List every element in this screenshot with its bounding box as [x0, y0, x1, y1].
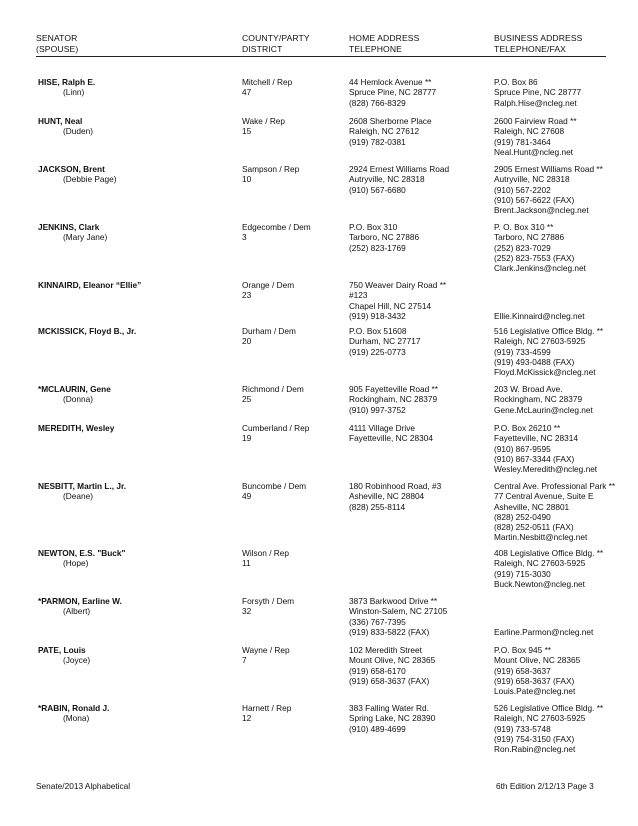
business-address-line: 526 Legislative Office Bldg. **: [494, 703, 604, 713]
business-address-cell: [494, 596, 593, 637]
header-label: BUSINESS ADDRESS: [494, 33, 583, 43]
header-home: [349, 33, 419, 55]
business-address-line: (919) 658-3637: [494, 665, 551, 676]
spouse-name: (Joyce): [63, 655, 91, 666]
home-address-line: (910) 567-6680: [349, 184, 406, 195]
spouse-name: (Albert): [63, 606, 91, 617]
spouse-name: (Duden): [63, 126, 93, 137]
header-county: [242, 33, 310, 55]
business-address-line: 516 Legislative Office Bldg. **: [494, 326, 604, 336]
county-party: Durham / Dem: [242, 326, 296, 336]
header-business: [494, 33, 583, 55]
business-address-line: (919) 715-3030: [494, 568, 551, 579]
business-address-line: Mount Olive, NC 28365: [494, 655, 581, 666]
business-address-cell: [494, 280, 585, 321]
senator-name: *RABIN, Ronald J.: [38, 703, 110, 713]
business-address-line: (919) 754-3150 (FAX): [494, 733, 575, 744]
business-address-line: Gene.McLaurin@ncleg.net: [494, 404, 593, 415]
county-district-cell: [242, 326, 296, 347]
business-address-line: Neal.Hunt@ncleg.net: [494, 146, 573, 157]
business-address-line: Louis.Pate@ncleg.net: [494, 686, 576, 697]
spouse-name: (Mona): [63, 713, 90, 724]
business-address-line: (910) 867-3344 (FAX): [494, 453, 575, 464]
senator-cell: [38, 164, 117, 185]
spouse-name: (Debbie Page): [63, 174, 117, 185]
county-district-cell: [242, 222, 311, 243]
business-address-line: (910) 567-6622 (FAX): [494, 194, 575, 205]
county-district-cell: [242, 280, 294, 301]
business-address-line: Central Ave. Professional Park **: [494, 481, 616, 491]
home-address-cell: [349, 222, 419, 253]
home-address-cell: [349, 596, 447, 637]
senator-cell: [38, 222, 107, 243]
header-label: TELEPHONE: [349, 44, 402, 54]
business-address-line: Floyd.McKissick@ncleg.net: [494, 367, 596, 378]
business-address-line: 408 Legislative Office Bldg. **: [494, 548, 604, 558]
home-address-line: (336) 767-7395: [349, 616, 406, 627]
county-district-cell: [242, 703, 291, 724]
business-address-cell: [494, 703, 603, 754]
home-address-line: P.O. Box 310: [349, 222, 398, 232]
senator-name: PATE, Louis: [38, 645, 86, 655]
home-address-line: 2924 Ernest Williams Road: [349, 164, 450, 174]
business-address-cell: [494, 481, 615, 543]
county-party: Richmond / Dem: [242, 384, 304, 394]
business-address-cell: [494, 384, 593, 415]
business-address-cell: [494, 77, 581, 108]
county-district-cell: [242, 116, 285, 137]
district-number: 10: [242, 174, 252, 185]
district-number: 47: [242, 87, 252, 98]
footer-right: 6th Edition 2/12/13 Page 3: [496, 781, 594, 791]
senator-name: *PARMON, Earline W.: [38, 596, 122, 606]
home-address-line: Mount Olive, NC 28365: [349, 655, 436, 666]
business-address-line: [494, 290, 585, 300]
district-number: 20: [242, 336, 252, 347]
home-address-line: Fayetteville, NC 28304: [349, 433, 433, 444]
home-address-cell: [349, 280, 446, 321]
business-address-line: (919) 493-0488 (FAX): [494, 356, 575, 367]
business-address-line: Raleigh, NC 27608: [494, 126, 565, 137]
county-district-cell: [242, 645, 290, 666]
senator-name: MCKISSICK, Floyd B., Jr.: [38, 326, 137, 336]
district-number: 12: [242, 713, 252, 724]
header-label: SENATOR: [36, 33, 78, 43]
home-address-line: Autryville, NC 28318: [349, 174, 425, 185]
home-address-line: (919) 918-3432: [349, 310, 406, 321]
home-address-cell: [349, 703, 435, 734]
county-district-cell: [242, 423, 309, 444]
business-address-line: 2905 Ernest Williams Road **: [494, 164, 603, 174]
business-address-line: (919) 781-3464: [494, 136, 551, 147]
home-address-line: (919) 833-5822 (FAX): [349, 626, 430, 637]
business-address-line: Ron.Rabin@ncleg.net: [494, 744, 576, 755]
home-address-line: Spruce Pine, NC 28777: [349, 87, 437, 98]
business-address-line: P. O. Box 310 **: [494, 222, 554, 232]
district-number: 7: [242, 655, 247, 666]
home-address-cell: [349, 116, 432, 147]
senator-cell: [38, 548, 125, 569]
county-district-cell: [242, 384, 304, 405]
spouse-name: (Deane): [63, 491, 93, 502]
home-address-cell: [349, 77, 436, 108]
senator-cell: [38, 596, 122, 617]
business-address-line: Fayetteville, NC 28314: [494, 433, 578, 444]
county-party: Forsyth / Dem: [242, 596, 295, 606]
header-label: COUNTY/PARTY: [242, 33, 310, 43]
business-address-line: Raleigh, NC 27603-5925: [494, 336, 586, 347]
county-party: Edgecombe / Dem: [242, 222, 311, 232]
business-address-line: (919) 733-4599: [494, 346, 551, 357]
county-district-cell: [242, 481, 306, 502]
home-address-line: #123: [349, 290, 368, 301]
business-address-line: Wesley.Meredith@ncleg.net: [494, 464, 598, 475]
district-number: 23: [242, 290, 252, 301]
senator-cell: [38, 645, 90, 666]
senator-name: KINNAIRD, Eleanor “Ellie”: [38, 280, 142, 290]
home-address-line: 180 Robinhood Road, #3: [349, 481, 442, 491]
business-address-line: (919) 733-5748: [494, 723, 551, 734]
district-number: 15: [242, 126, 252, 137]
county-party: Cumberland / Rep: [242, 423, 310, 433]
spouse-name: (Donna): [63, 394, 93, 405]
business-address-line: Tarboro, NC 27886: [494, 232, 565, 243]
senator-cell: [38, 481, 126, 502]
senator-name: NESBITT, Martin L., Jr.: [38, 481, 127, 491]
home-address-line: (919) 658-3637 (FAX): [349, 675, 430, 686]
home-address-line: (828) 255-8114: [349, 501, 406, 512]
header-label: (SPOUSE): [36, 44, 79, 54]
business-address-line: [494, 606, 593, 616]
business-address-line: P.O. Box 26210 **: [494, 423, 561, 433]
senator-cell: [38, 423, 114, 433]
home-address-cell: [349, 164, 449, 195]
spouse-name: (Linn): [63, 87, 85, 98]
business-address-line: (910) 567-2202: [494, 184, 551, 195]
home-address-cell: [349, 384, 438, 415]
business-address-line: 77 Central Avenue, Suite E: [494, 491, 594, 502]
header-senator: [36, 33, 78, 55]
business-address-cell: [494, 222, 586, 273]
county-district-cell: [242, 596, 294, 617]
home-address-line: 2608 Sherborne Place: [349, 116, 432, 126]
business-address-line: Brent.Jackson@ncleg.net: [494, 205, 589, 216]
county-party: Wake / Rep: [242, 116, 286, 126]
footer-left: Senate/2013 Alphabetical: [36, 781, 131, 791]
business-address-line: Martin.Nesbitt@ncleg.net: [494, 532, 588, 543]
home-address-line: (828) 766-8329: [349, 97, 406, 108]
senator-name: *MCLAURIN, Gene: [38, 384, 111, 394]
home-address-line: Durham, NC 27717: [349, 336, 421, 347]
home-address-line: (919) 782-0381: [349, 136, 406, 147]
business-address-cell: [494, 423, 597, 474]
spouse-name: (Hope): [63, 558, 89, 569]
business-address-line: Raleigh, NC 27603-5925: [494, 558, 586, 569]
home-address-cell: [349, 645, 435, 686]
district-number: 32: [242, 606, 252, 617]
home-address-line: 4111 Village Drive: [349, 423, 415, 433]
spouse-name: (Mary Jane): [63, 232, 108, 243]
business-address-cell: [494, 164, 603, 215]
business-address-line: Buck.Newton@ncleg.net: [494, 578, 585, 589]
county-party: Orange / Dem: [242, 280, 295, 290]
business-address-cell: [494, 548, 603, 589]
county-party: Sampson / Rep: [242, 164, 300, 174]
business-address-line: (828) 252-0490: [494, 511, 551, 522]
business-address-cell: [494, 645, 580, 696]
county-party: Harnett / Rep: [242, 703, 292, 713]
senator-name: HISE, Ralph E.: [38, 77, 96, 87]
county-district-cell: [242, 548, 289, 569]
county-district-cell: [242, 164, 299, 185]
home-address-line: P.O. Box 51608: [349, 326, 407, 336]
header-label: TELEPHONE/FAX: [494, 44, 566, 54]
business-address-line: Clark.Jenkins@ncleg.net: [494, 263, 586, 274]
business-address-line: Spruce Pine, NC 28777: [494, 87, 582, 98]
district-number: 3: [242, 232, 247, 243]
home-address-line: 750 Weaver Dairy Road **: [349, 280, 447, 290]
home-address-line: Tarboro, NC 27886: [349, 232, 420, 243]
home-address-line: 905 Fayetteville Road **: [349, 384, 439, 394]
county-party: Wayne / Rep: [242, 645, 290, 655]
senator-name: JACKSON, Brent: [38, 164, 105, 174]
home-address-line: Winston-Salem, NC 27105: [349, 606, 448, 617]
home-address-cell: [349, 481, 441, 512]
business-address-line: (910) 867-9595: [494, 443, 551, 454]
business-address-line: P.O. Box 945 **: [494, 645, 552, 655]
business-address-line: Raleigh, NC 27603-5925: [494, 713, 586, 724]
business-address-cell: [494, 116, 577, 157]
senator-cell: [38, 703, 109, 724]
header-rule: [36, 56, 606, 57]
county-party: Mitchell / Rep: [242, 77, 293, 87]
home-address-cell: [349, 423, 433, 444]
business-address-line: Rockingham, NC 28379: [494, 394, 583, 405]
header-label: HOME ADDRESS: [349, 33, 420, 43]
header-label: DISTRICT: [242, 44, 283, 54]
county-party: Buncombe / Dem: [242, 481, 307, 491]
business-address-line: Earline.Parmon@ncleg.net: [494, 626, 594, 637]
district-number: 19: [242, 433, 252, 444]
business-address-line: [494, 301, 585, 311]
home-address-line: (919) 658-6170: [349, 665, 406, 676]
business-address-line: 203 W. Broad Ave.: [494, 384, 563, 394]
business-address-line: [494, 280, 585, 290]
home-address-line: 102 Meredith Street: [349, 645, 422, 655]
district-number: 11: [242, 558, 251, 569]
senator-name: HUNT, Neal: [38, 116, 83, 126]
home-address-line: 44 Hemlock Avenue **: [349, 77, 432, 87]
business-address-line: P.O. Box 86: [494, 77, 538, 87]
business-address-line: (919) 658-3637 (FAX): [494, 675, 575, 686]
home-address-line: (910) 489-4699: [349, 723, 406, 734]
business-address-line: [494, 617, 593, 627]
business-address-line: Asheville, NC 28801: [494, 501, 570, 512]
senator-cell: [38, 384, 111, 405]
home-address-line: (919) 225-0773: [349, 346, 406, 357]
business-address-line: [494, 596, 593, 606]
county-district-cell: [242, 77, 292, 98]
senator-cell: [38, 116, 93, 137]
senator-cell: [38, 77, 95, 98]
senator-cell: [38, 280, 141, 290]
home-address-line: Chapel Hill, NC 27514: [349, 300, 432, 311]
business-address-line: (828) 252-0511 (FAX): [494, 522, 574, 533]
business-address-line: (252) 823-7029: [494, 242, 551, 253]
home-address-line: Spring Lake, NC 28390: [349, 713, 436, 724]
business-address-line: Autryville, NC 28318: [494, 174, 570, 185]
home-address-line: Rockingham, NC 28379: [349, 394, 438, 405]
home-address-cell: [349, 326, 420, 357]
senator-cell: [38, 326, 136, 336]
home-address-line: (252) 823-1769: [349, 242, 406, 253]
senator-name: MEREDITH, Wesley: [38, 423, 115, 433]
business-address-line: (252) 823-7553 (FAX): [494, 252, 575, 263]
district-number: 25: [242, 394, 252, 405]
home-address-line: (910) 997-3752: [349, 404, 406, 415]
home-address-line: 3873 Barkwood Drive **: [349, 596, 438, 606]
home-address-line: 383 Falling Water Rd.: [349, 703, 429, 713]
home-address-line: Asheville, NC 28804: [349, 491, 425, 502]
district-number: 49: [242, 491, 252, 502]
county-party: Wilson / Rep: [242, 548, 290, 558]
business-address-line: Ellie.Kinnaird@ncleg.net: [494, 310, 585, 321]
senator-name: NEWTON, E.S. "Buck": [38, 548, 126, 558]
home-address-line: Raleigh, NC 27612: [349, 126, 420, 137]
business-address-line: 2600 Fairview Road **: [494, 116, 577, 126]
business-address-cell: [494, 326, 603, 377]
business-address-line: Ralph.Hise@ncleg.net: [494, 97, 577, 108]
senator-name: JENKINS, Clark: [38, 222, 100, 232]
